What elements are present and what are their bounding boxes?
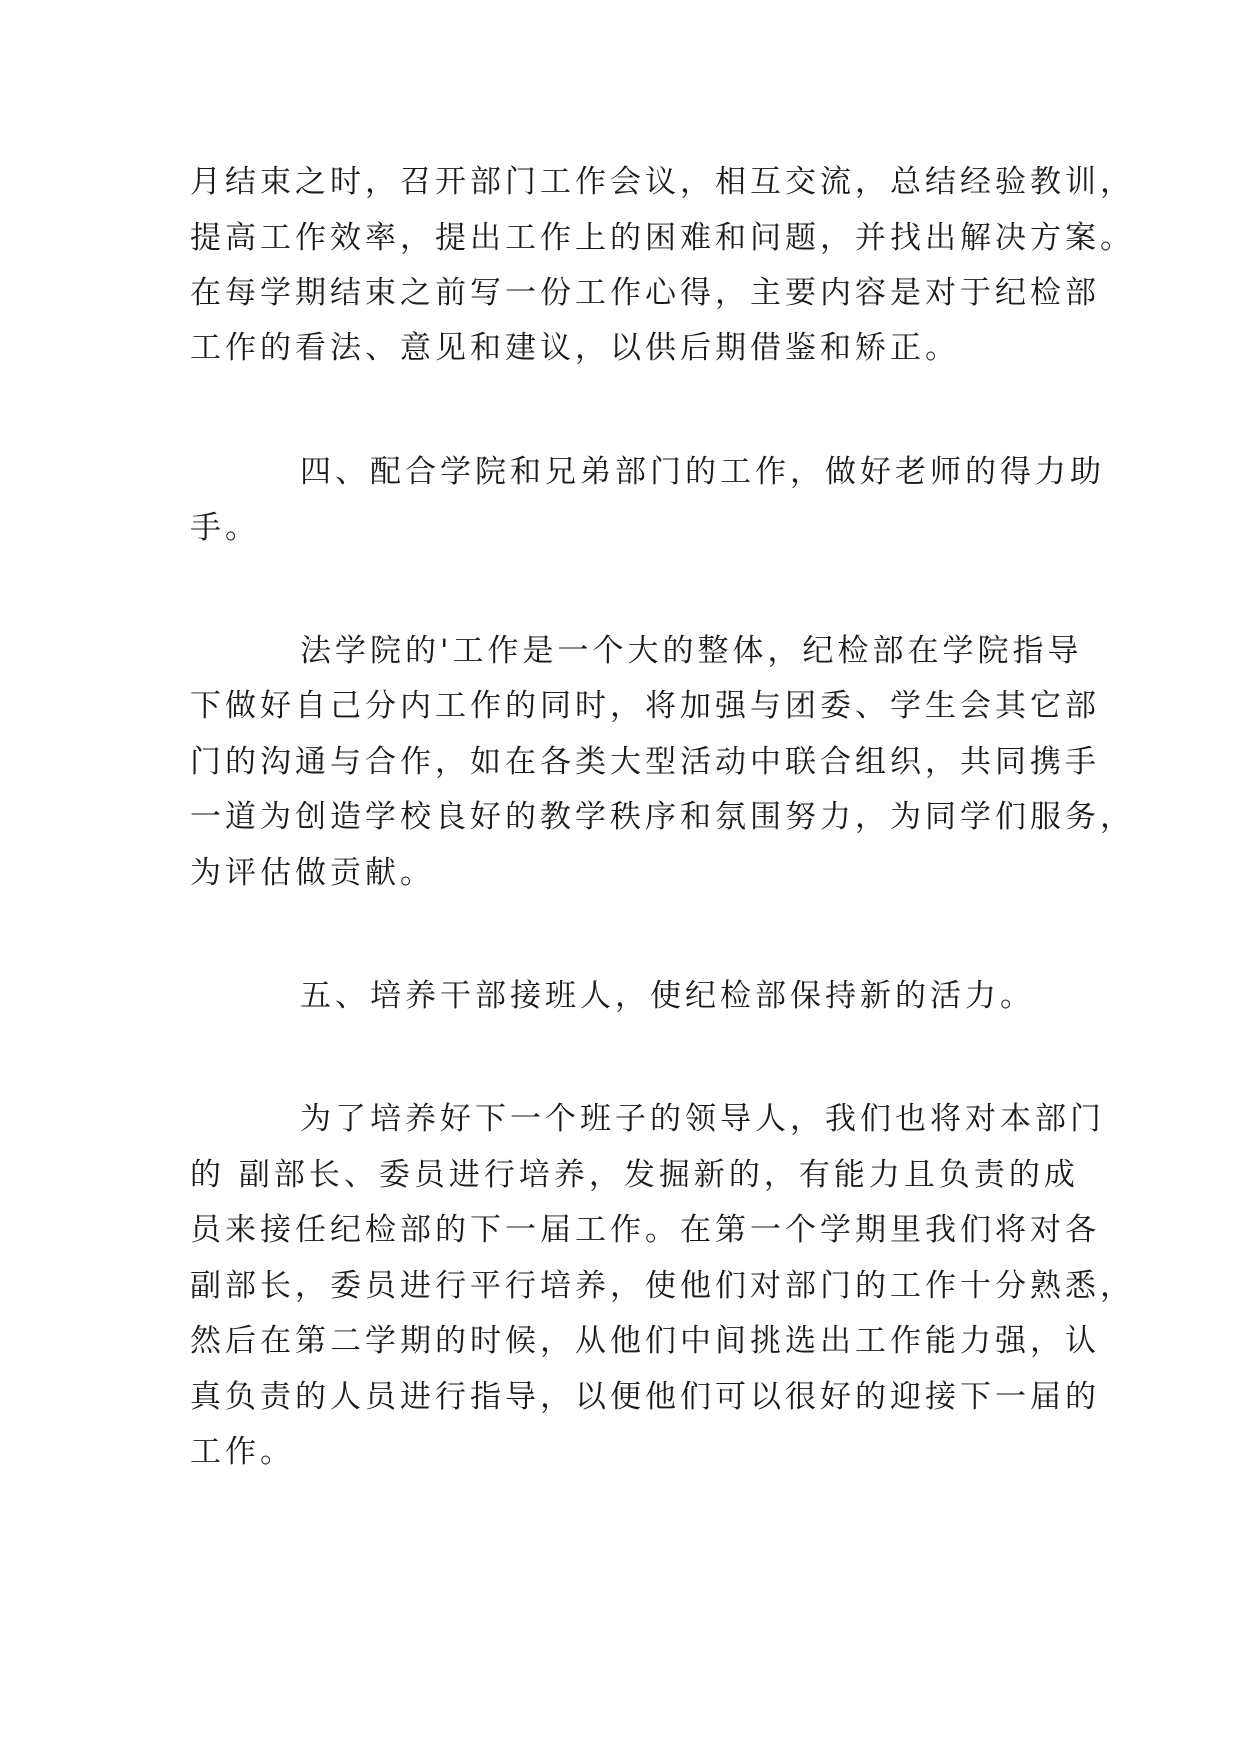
text-line: 门的沟通与合作，如在各类大型活动中联合组织，共同携手	[190, 744, 1100, 780]
text-line: 法学院的'工作是一个大的整体，纪检部在学院指导	[300, 633, 1083, 669]
section-heading-continued: 手。	[190, 510, 260, 546]
text-line: 工作。	[190, 1434, 295, 1470]
text-line: 的 副部长、委员进行培养，发掘新的，有能力且负责的成	[190, 1157, 1079, 1193]
text-line: 下做好自己分内工作的同时，将加强与团委、学生会其它部	[190, 688, 1100, 724]
text-line: 副部长，委员进行平行培养，使他们对部门的工作十分熟悉，	[190, 1268, 1135, 1304]
text-line: 月结束之时，召开部门工作会议，相互交流，总结经验教训，	[190, 164, 1135, 200]
text-line: 提高工作效率，提出工作上的困难和问题，并找出解决方案。	[190, 220, 1135, 256]
text-line: 在每学期结束之前写一份工作心得，主要内容是对于纪检部	[190, 275, 1100, 311]
section-heading: 五、培养干部接班人，使纪检部保持新的活力。	[300, 978, 1035, 1014]
text-line: 员来接任纪检部的下一届工作。在第一个学期里我们将对各	[190, 1212, 1100, 1248]
text-line: 为了培养好下一个班子的领导人，我们也将对本部门	[300, 1101, 1105, 1137]
text-line: 一道为创造学校良好的教学秩序和氛围努力，为同学们服务，	[190, 799, 1135, 835]
text-line: 真负责的人员进行指导，以便他们可以很好的迎接下一届的	[190, 1379, 1100, 1415]
text-line: 工作的看法、意见和建议，以供后期借鉴和矫正。	[190, 330, 960, 366]
section-heading: 四、配合学院和兄弟部门的工作，做好老师的得力助	[300, 454, 1105, 490]
text-line: 然后在第二学期的时候，从他们中间挑选出工作能力强，认	[190, 1323, 1100, 1359]
text-line: 为评估做贡献。	[190, 855, 435, 891]
